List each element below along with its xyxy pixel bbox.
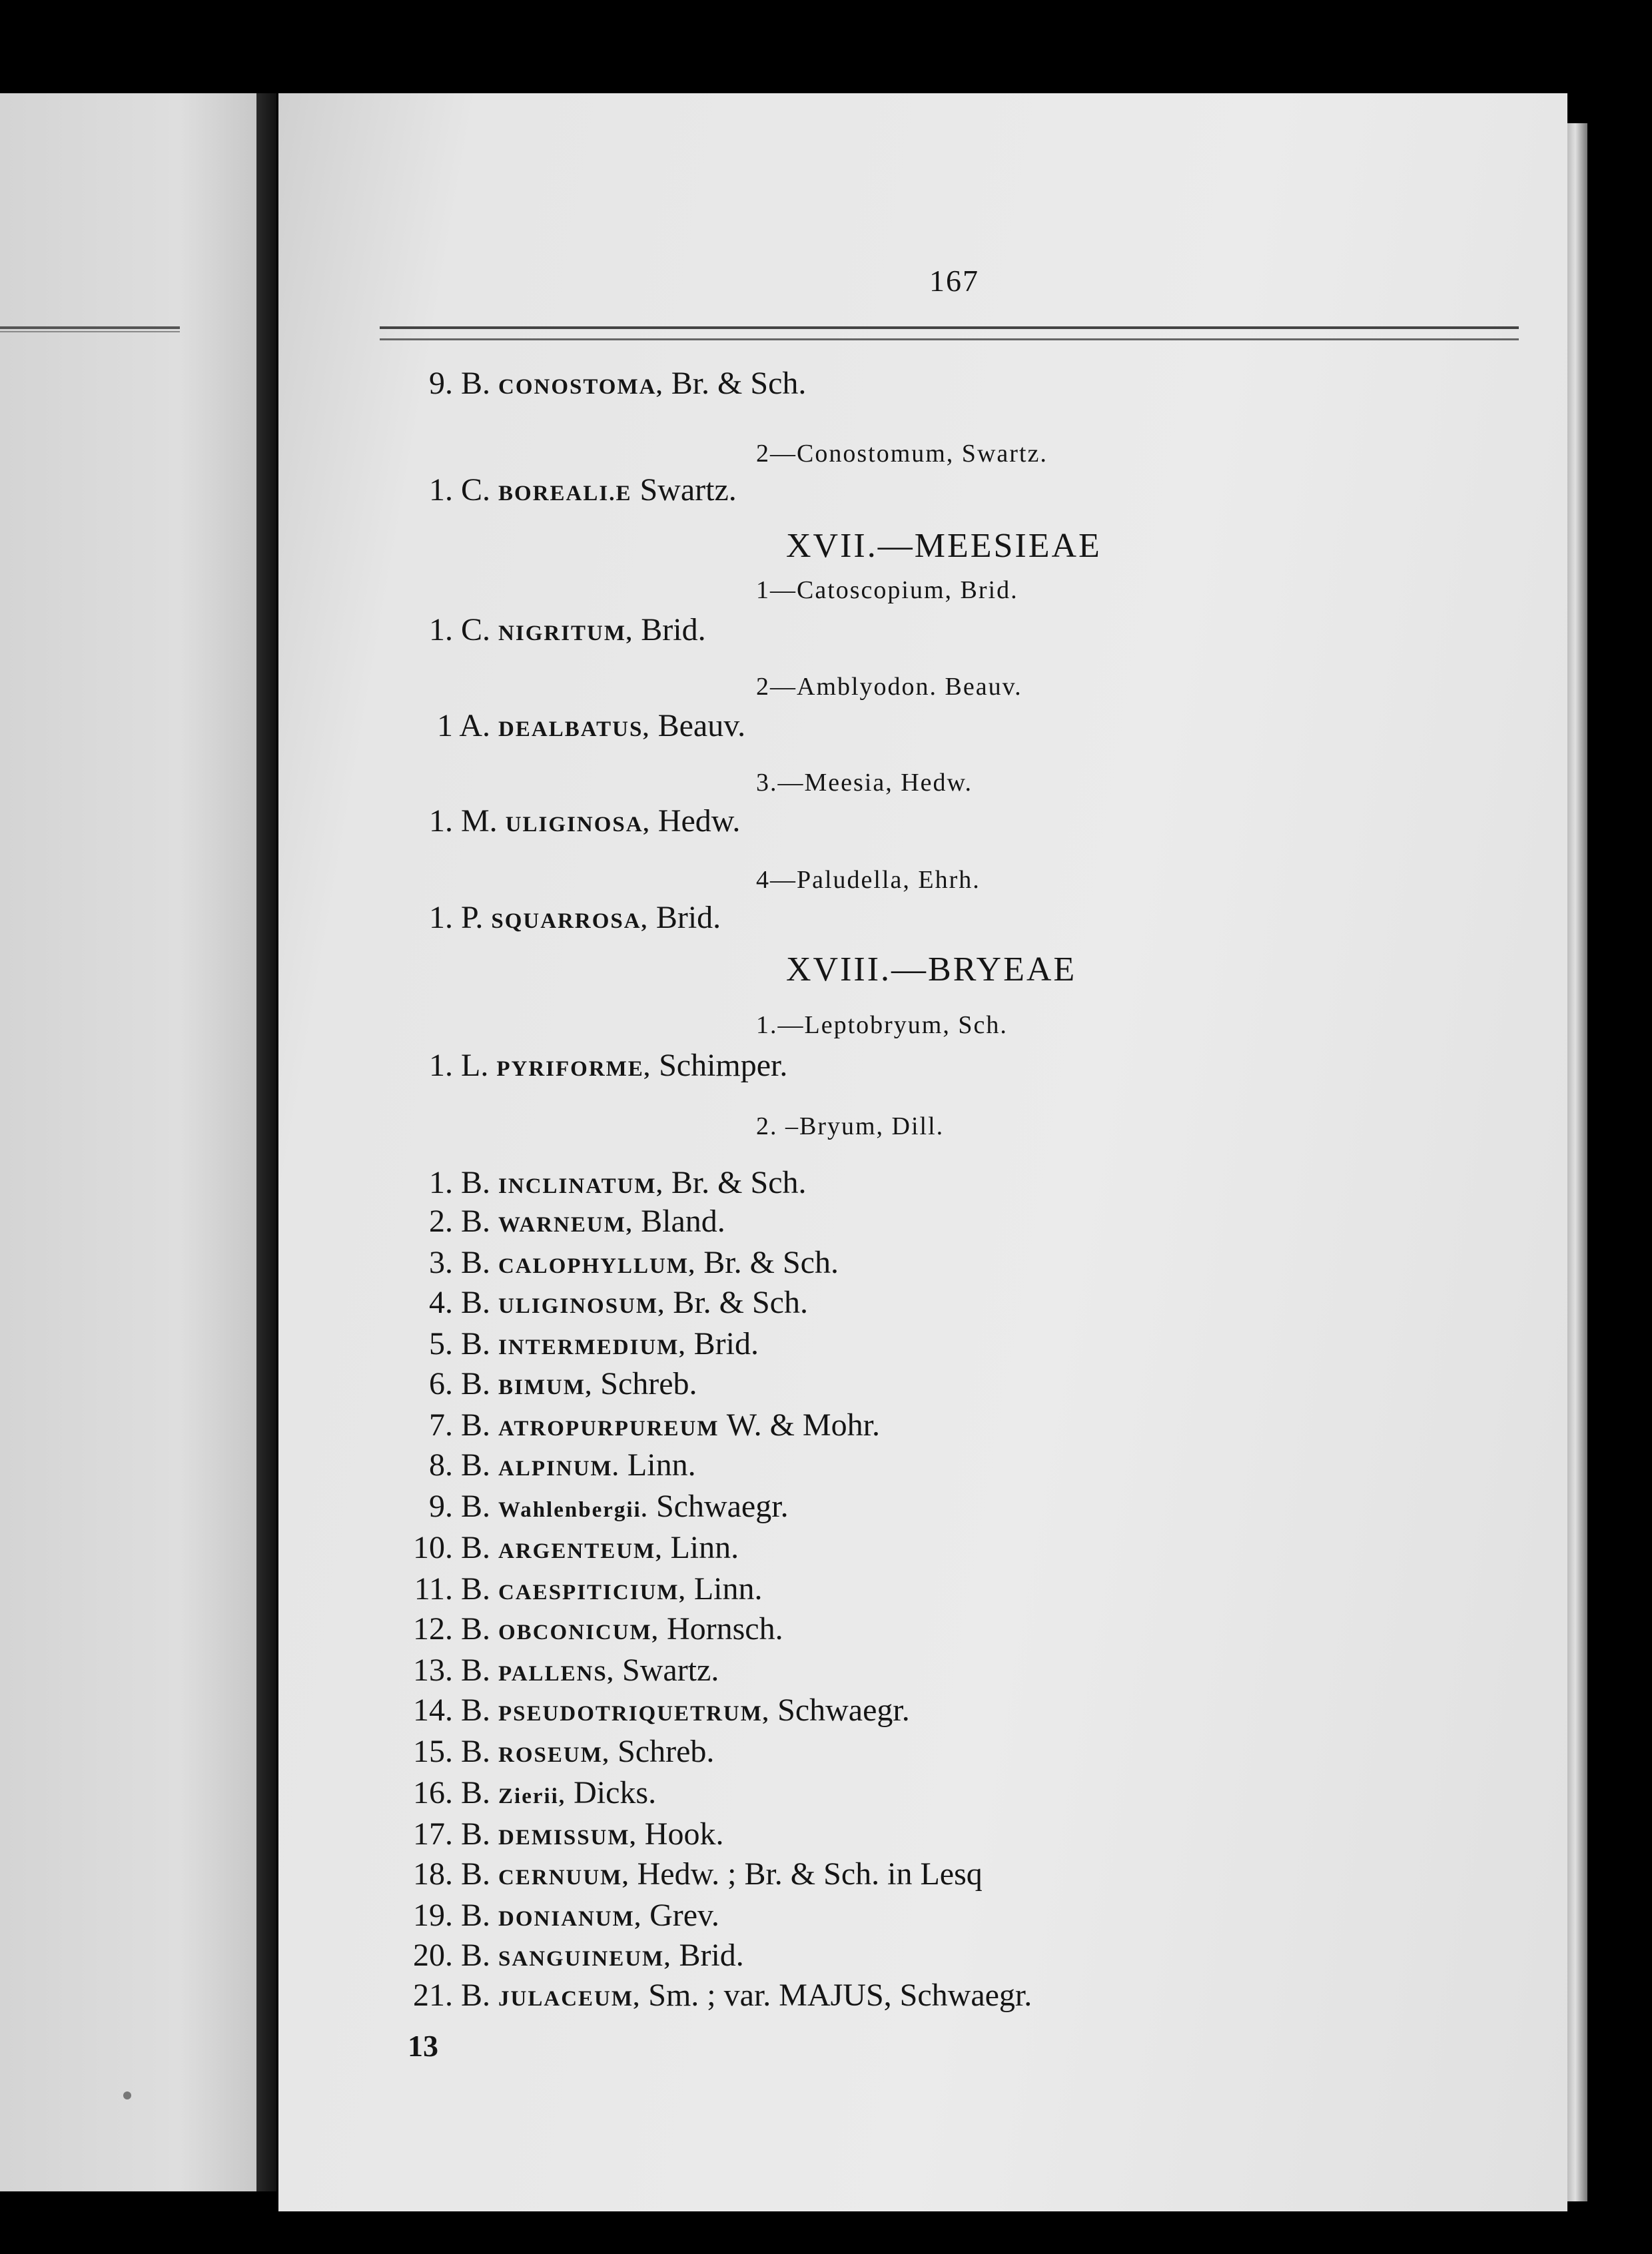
genus-initial: B. <box>461 1285 491 1320</box>
species-entry <box>393 1407 880 1447</box>
entry-number: 9. <box>429 1489 453 1524</box>
species-entry <box>393 1365 697 1406</box>
entry-number: 15. <box>413 1734 453 1769</box>
species-entry <box>393 803 740 843</box>
species-epithet: ARGENTEUM, <box>498 1539 663 1563</box>
genus-initial: B. <box>461 1898 491 1933</box>
entry-number: 1 <box>437 708 453 743</box>
genus-label: 3.—Meesia, Hedw. <box>756 769 973 797</box>
genus-initial: C. <box>461 472 491 508</box>
genus-initial: B. <box>461 366 491 401</box>
species-epithet: JULACEUM, <box>498 1987 641 2011</box>
entry-number: 1. <box>429 612 453 647</box>
species-entry <box>393 1047 787 1088</box>
entry-number: 3. <box>429 1245 453 1280</box>
authority: Hedw. <box>657 803 741 839</box>
species-epithet: ULIGINOSA, <box>505 813 650 837</box>
authority: Swartz. <box>639 472 737 508</box>
authority: Brid. <box>679 1938 744 1973</box>
entry-number: 12. <box>413 1611 453 1647</box>
species-epithet: NIGRITUM, <box>498 621 633 645</box>
signature-mark: 13 <box>408 2029 438 2063</box>
authority: Brid. <box>693 1326 759 1361</box>
genus-initial: C. <box>461 612 491 647</box>
entry-number: 2. <box>429 1204 453 1239</box>
authority: Hornsch. <box>666 1611 783 1647</box>
entry-number: 13. <box>413 1653 453 1688</box>
genus-initial: B. <box>461 1734 491 1769</box>
family-label: XVII.—MEESIEAE <box>786 527 1102 565</box>
entry-number: 7. <box>429 1407 453 1443</box>
authority: Brid. <box>641 612 706 647</box>
genus-label: 4—Paludella, Ehrh. <box>756 866 981 894</box>
authority: Sm. ; var. MAJUS, Schwaegr. <box>648 1978 1032 2013</box>
genus-initial: B. <box>461 1653 491 1688</box>
authority: Hook. <box>644 1816 724 1852</box>
authority: Schreb. <box>618 1734 715 1769</box>
species-entry <box>393 1325 759 1366</box>
genus-initial: B. <box>461 1489 491 1524</box>
entry-number: 20. <box>413 1938 453 1973</box>
species-epithet: OBCONICUM, <box>498 1621 659 1645</box>
genus-label: 2. –Bryum, Dill. <box>756 1112 945 1140</box>
species-entry <box>393 1571 762 1611</box>
genus-initial: B. <box>461 1165 491 1200</box>
genus-label: 1.—Leptobryum, Sch. <box>756 1011 1008 1039</box>
genus-initial: B. <box>461 1245 491 1280</box>
authority: Bland. <box>641 1204 725 1239</box>
authority: Schwaegr. <box>777 1692 910 1728</box>
genus-heading <box>756 859 981 899</box>
family-label: XVIII.—BRYEAE <box>786 950 1077 988</box>
species-epithet: ROSEUM, <box>498 1743 610 1767</box>
species-entry <box>393 1164 807 1205</box>
entry-number: 16. <box>413 1775 453 1810</box>
genus-initial: P. <box>461 900 484 935</box>
species-epithet: CAESPITICIUM, <box>498 1581 686 1605</box>
entry-number: 1. <box>429 803 453 839</box>
genus-initial: A. <box>459 708 491 743</box>
authority: Br. & Sch. <box>671 366 807 401</box>
authority: Beauv. <box>657 708 746 743</box>
authority: Linn. <box>627 1447 696 1483</box>
genus-heading <box>756 1004 1008 1044</box>
authority: Swartz. <box>622 1653 719 1688</box>
species-entry <box>393 1774 656 1815</box>
entry-number: 1. <box>429 472 453 508</box>
species-epithet: ULIGINOSUM, <box>498 1294 665 1318</box>
authority: Dicks. <box>574 1775 657 1810</box>
species-entry <box>393 365 806 406</box>
book-gutter <box>256 93 276 2191</box>
species-epithet: BOREALI.E <box>498 482 632 506</box>
genus-initial: B. <box>461 1938 491 1973</box>
page-number: 167 <box>929 264 979 298</box>
species-entry <box>393 1652 719 1692</box>
facing-page-edge <box>0 93 256 2191</box>
genus-initial: L. <box>461 1048 489 1083</box>
species-epithet: CERNUUM, <box>498 1866 629 1890</box>
genus-initial: B. <box>461 1407 491 1443</box>
species-epithet: CONOSTOMA, <box>498 375 663 399</box>
genus-initial: M. <box>461 803 498 839</box>
header-rule <box>380 326 1519 340</box>
entry-number: 4. <box>429 1285 453 1320</box>
authority: Br. & Sch. <box>673 1285 808 1320</box>
entry-number: 21. <box>413 1978 453 2013</box>
facing-page-rule <box>0 326 180 332</box>
species-epithet: WARNEUM, <box>498 1213 633 1237</box>
genus-initial: B. <box>461 1775 491 1810</box>
genus-heading <box>756 1106 944 1145</box>
authority: W. & Mohr. <box>726 1407 880 1443</box>
species-entry <box>393 707 745 748</box>
authority: Hedw. ; Br. & Sch. in Lesq <box>637 1856 983 1892</box>
species-epithet: ATROPURPUREUM <box>498 1417 719 1441</box>
species-entry <box>393 1203 725 1244</box>
species-entry <box>393 472 737 512</box>
authority: Schreb. <box>600 1366 697 1401</box>
entry-number: 11. <box>414 1571 453 1607</box>
species-entry <box>393 1692 910 1732</box>
species-entry <box>393 1816 723 1856</box>
genus-initial: B. <box>461 1447 491 1483</box>
genus-heading <box>756 433 1048 472</box>
genus-heading <box>756 569 1019 609</box>
entry-number: 9. <box>429 366 453 401</box>
entry-number: 5. <box>429 1326 453 1361</box>
authority: Br. & Sch. <box>703 1245 839 1280</box>
genus-initial: B. <box>461 1611 491 1647</box>
genus-initial: B. <box>461 1366 491 1401</box>
species-entry <box>393 1284 808 1325</box>
authority: Schwaegr. <box>655 1489 789 1524</box>
genus-initial: B. <box>461 1530 491 1565</box>
authority: Brid. <box>655 900 721 935</box>
species-epithet: SQUARROSA, <box>491 909 648 933</box>
species-epithet: Wahlenbergii. <box>498 1498 648 1522</box>
species-entry <box>393 1897 719 1938</box>
species-epithet: SANGUINEUM, <box>498 1947 671 1971</box>
authority: Linn. <box>670 1530 739 1565</box>
species-epithet: PALLENS, <box>498 1662 615 1686</box>
species-entry <box>393 1447 696 1487</box>
species-epithet: INCLINATUM, <box>498 1174 663 1198</box>
species-epithet: DEALBATUS, <box>498 717 650 741</box>
entry-number: 14. <box>413 1692 453 1728</box>
species-epithet: PYRIFORME, <box>496 1057 651 1081</box>
entry-number: 18. <box>413 1856 453 1892</box>
species-entry <box>393 1529 739 1570</box>
authority: Linn. <box>693 1571 763 1607</box>
page-edge-shadow <box>1567 123 1587 2201</box>
genus-heading <box>756 666 1023 705</box>
entry-number: 1. <box>429 900 453 935</box>
species-entry <box>393 1244 839 1285</box>
species-epithet: INTERMEDIUM, <box>498 1335 686 1359</box>
family-heading <box>786 528 1102 565</box>
species-entry <box>393 1937 744 1978</box>
genus-label: 1—Catoscopium, Brid. <box>756 576 1019 604</box>
genus-initial: B. <box>461 1856 491 1892</box>
entry-number: 19. <box>413 1898 453 1933</box>
authority: Grev. <box>649 1898 719 1933</box>
species-entry <box>393 1977 1032 2018</box>
species-epithet: CALOPHYLLUM, <box>498 1254 696 1278</box>
species-entry <box>393 1611 783 1651</box>
species-entry <box>393 899 721 940</box>
authority: Br. & Sch. <box>671 1165 807 1200</box>
entry-number: 6. <box>429 1366 453 1401</box>
species-entry <box>393 1733 714 1774</box>
family-heading <box>786 951 1076 989</box>
genus-initial: B. <box>461 1692 491 1728</box>
genus-initial: B. <box>461 1816 491 1852</box>
authority: Schimper. <box>659 1048 788 1083</box>
entry-number: 10. <box>413 1530 453 1565</box>
entry-number: 1. <box>429 1165 453 1200</box>
genus-label: 2—Amblyodon. Beauv. <box>756 673 1023 701</box>
species-entry <box>393 1856 983 1896</box>
genus-label: 2—Conostomum, Swartz. <box>756 440 1048 468</box>
entry-number: 8. <box>429 1447 453 1483</box>
species-entry <box>393 1488 789 1529</box>
species-epithet: BIMUM, <box>498 1375 593 1399</box>
genus-initial: B. <box>461 1204 491 1239</box>
species-epithet: Zierii, <box>498 1784 566 1808</box>
genus-initial: B. <box>461 1326 491 1361</box>
species-epithet: PSEUDOTRIQUETRUM, <box>498 1702 770 1726</box>
genus-initial: B. <box>461 1978 491 2013</box>
species-entry <box>393 611 706 652</box>
genus-heading <box>756 762 973 801</box>
species-epithet: ALPINUM. <box>498 1457 620 1481</box>
facing-page-mark <box>123 2091 131 2099</box>
entry-number: 1. <box>429 1048 453 1083</box>
species-epithet: DONIANUM, <box>498 1907 642 1931</box>
species-epithet: DEMISSUM, <box>498 1826 637 1850</box>
entry-number: 17. <box>413 1816 453 1852</box>
genus-initial: B. <box>461 1571 491 1607</box>
